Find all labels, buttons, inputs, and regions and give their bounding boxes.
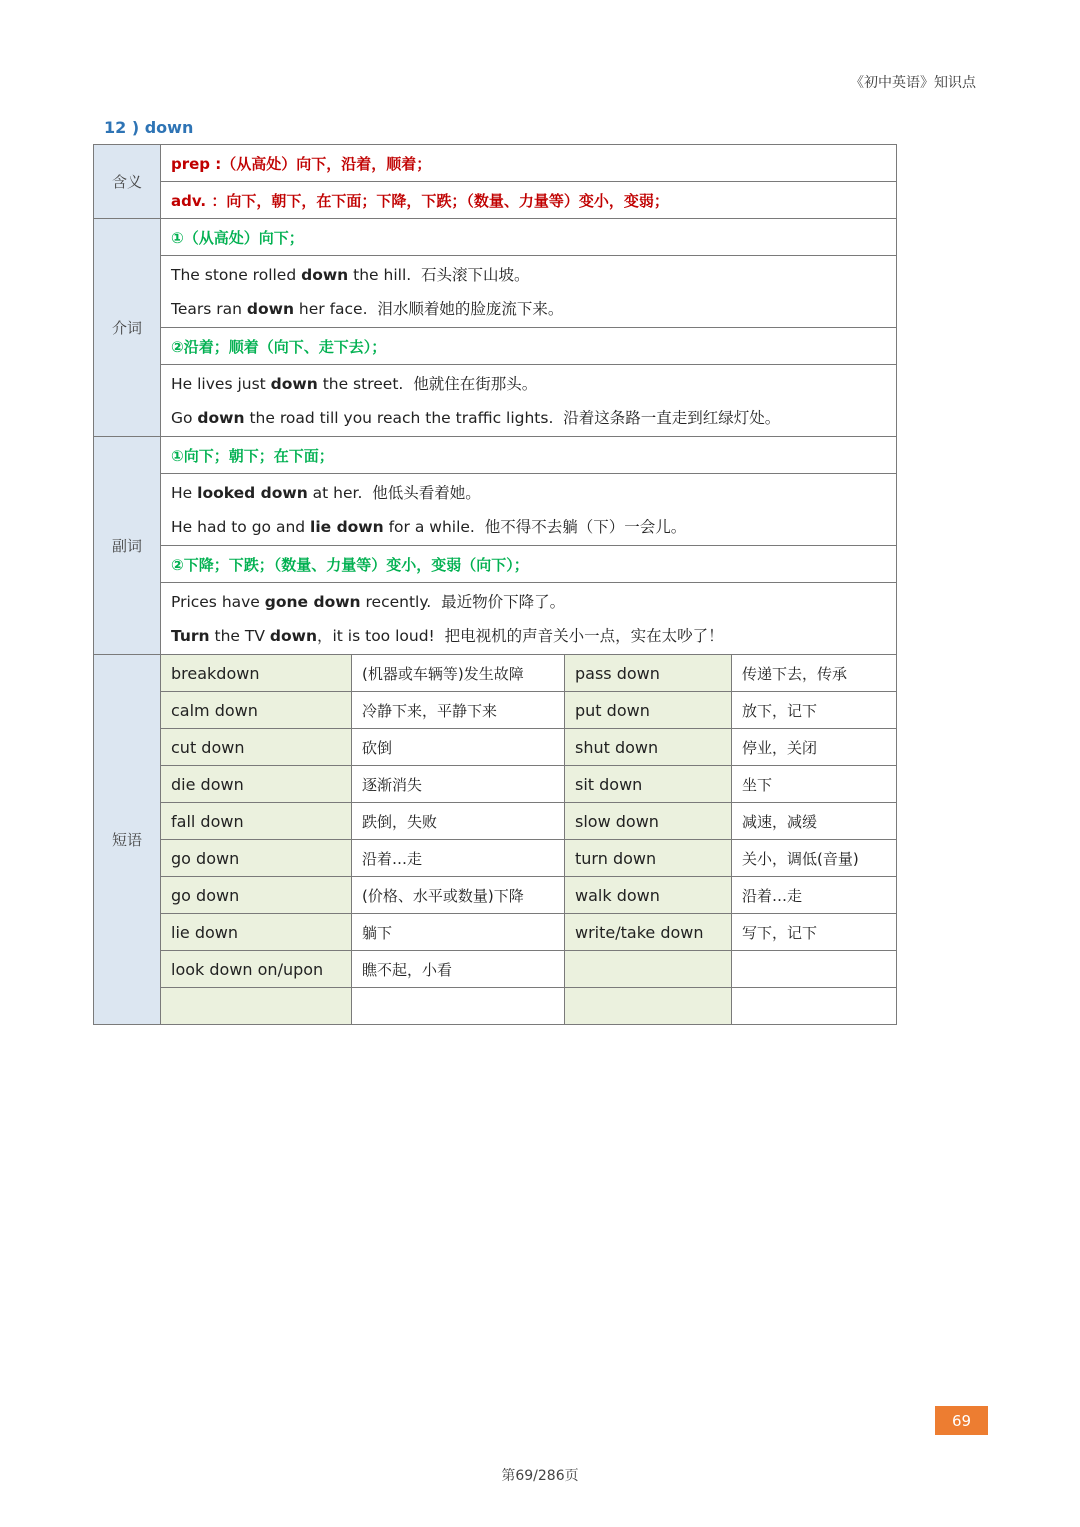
phrase-en: slow down xyxy=(565,803,732,840)
usage-heading: ②沿着；顺着（向下、走下去）； xyxy=(161,328,897,365)
phrase-en: fall down xyxy=(161,803,352,840)
phrase-zh: 写下，记下 xyxy=(732,914,897,951)
usage-heading: ②下降；下跌；（数量、力量等）变小，变弱（向下）； xyxy=(161,546,897,583)
phrase-row xyxy=(94,729,897,766)
example-sentence: Turn the TV down，it is too loud! 把电视机的声音关小一点，实在太吵了！ xyxy=(171,626,724,645)
category-phrases: 短语 xyxy=(94,655,161,1025)
phrase-en: shut down xyxy=(565,729,732,766)
prep-examples-row xyxy=(94,256,897,328)
knowledge-table xyxy=(93,144,897,1025)
phrase-en: write/take down xyxy=(565,914,732,951)
example-block xyxy=(161,474,897,546)
phrase-zh: 减速，减缓 xyxy=(732,803,897,840)
phrase-zh: 关小，调低(音量) xyxy=(732,840,897,877)
page-number-badge: 69 xyxy=(935,1406,988,1435)
example-sentence: He looked down at her. 他低头看着她。 xyxy=(171,483,481,502)
example-sentence: Prices have gone down recently. 最近物价下降了。 xyxy=(171,592,566,611)
usage-heading: ①向下；朝下；在下面； xyxy=(161,437,897,474)
prep-heading-row xyxy=(94,219,897,256)
example-sentence: He had to go and lie down for a while. 他不得不去躺（下）一会儿。 xyxy=(171,517,687,536)
phrase-row xyxy=(94,766,897,803)
phrase-zh: 跌倒，失败 xyxy=(352,803,565,840)
example-block xyxy=(161,256,897,328)
adv-examples-row xyxy=(94,474,897,546)
phrase-zh: 停业，关闭 xyxy=(732,729,897,766)
example-sentence: Tears ran down her face. 泪水顺着她的脸庞流下来。 xyxy=(171,299,564,318)
section-title: 12 ) down xyxy=(104,118,194,137)
example-sentence: He lives just down the street. 他就住在街那头。 xyxy=(171,374,538,393)
example-sentence: The stone rolled down the hill. 石头滚下山坡。 xyxy=(171,265,530,284)
phrase-en xyxy=(565,988,732,1025)
phrase-en: pass down xyxy=(565,655,732,692)
page-indicator: 第69/286页 xyxy=(501,1468,579,1484)
phrase-row xyxy=(94,877,897,914)
prep-heading-row xyxy=(94,328,897,365)
phrase-en: calm down xyxy=(161,692,352,729)
phrase-zh: (价格、水平或数量)下降 xyxy=(352,877,565,914)
phrase-zh: 放下，记下 xyxy=(732,692,897,729)
phrase-zh: 沿着…走 xyxy=(732,877,897,914)
phrase-zh xyxy=(732,988,897,1025)
phrase-en xyxy=(161,988,352,1025)
meaning-row-adv xyxy=(94,182,897,219)
phrase-zh: (机器或车辆等)发生故障 xyxy=(352,655,565,692)
phrase-en xyxy=(565,951,732,988)
phrase-zh: 砍倒 xyxy=(352,729,565,766)
phrase-row xyxy=(94,840,897,877)
phrase-en: turn down xyxy=(565,840,732,877)
phrase-zh: 传递下去，传承 xyxy=(732,655,897,692)
phrase-zh: 逐渐消失 xyxy=(352,766,565,803)
phrase-row xyxy=(94,988,897,1025)
phrase-zh: 坐下 xyxy=(732,766,897,803)
phrase-zh xyxy=(352,988,565,1025)
category-meaning: 含义 xyxy=(94,145,161,219)
phrase-en: lie down xyxy=(161,914,352,951)
phrase-zh: 瞧不起，小看 xyxy=(352,951,565,988)
phrase-en: walk down xyxy=(565,877,732,914)
category-adv: 副词 xyxy=(94,437,161,655)
phrase-row xyxy=(94,655,897,692)
phrase-en: die down xyxy=(161,766,352,803)
book-title: 《初中英语》知识点 xyxy=(850,75,976,91)
prep-examples-row xyxy=(94,365,897,437)
phrase-zh xyxy=(732,951,897,988)
phrase-en: look down on/upon xyxy=(161,951,352,988)
adv-heading-row xyxy=(94,437,897,474)
phrase-en: breakdown xyxy=(161,655,352,692)
phrase-row xyxy=(94,692,897,729)
example-sentence: Go down the road till you reach the traffic lights. 沿着这条路一直走到红绿灯处。 xyxy=(171,408,781,427)
meaning-row-prep xyxy=(94,145,897,182)
usage-heading: ①（从高处）向下； xyxy=(161,219,897,256)
phrase-en: cut down xyxy=(161,729,352,766)
adv-heading-row xyxy=(94,546,897,583)
meaning-prep: prep :（从高处）向下，沿着，顺着； xyxy=(161,145,897,182)
example-block xyxy=(161,365,897,437)
phrase-en: go down xyxy=(161,840,352,877)
phrase-zh: 躺下 xyxy=(352,914,565,951)
phrase-row xyxy=(94,951,897,988)
adv-examples-row xyxy=(94,583,897,655)
phrase-zh: 冷静下来，平静下来 xyxy=(352,692,565,729)
phrase-zh: 沿着…走 xyxy=(352,840,565,877)
example-block xyxy=(161,583,897,655)
phrase-en: go down xyxy=(161,877,352,914)
phrase-row xyxy=(94,803,897,840)
phrase-row xyxy=(94,914,897,951)
meaning-adv: adv. ：向下，朝下，在下面；下降，下跌；（数量、力量等）变小，变弱； xyxy=(161,182,897,219)
phrase-en: put down xyxy=(565,692,732,729)
phrase-en: sit down xyxy=(565,766,732,803)
category-prep: 介词 xyxy=(94,219,161,437)
